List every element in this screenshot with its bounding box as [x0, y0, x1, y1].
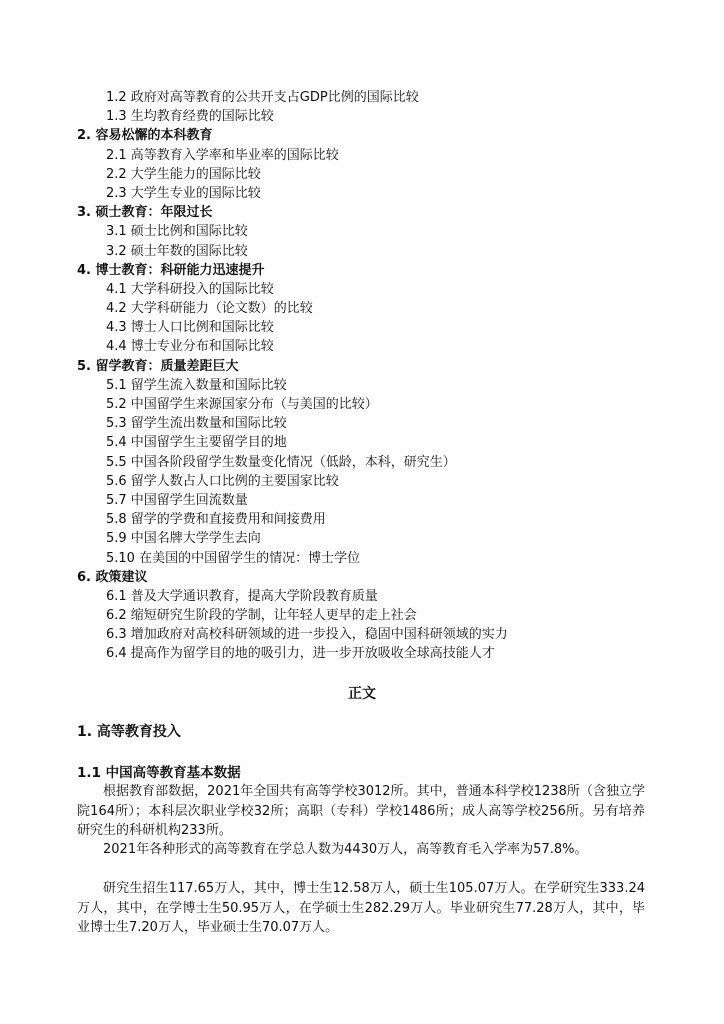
- subsection-heading: 1.1 中国高等教育基本数据: [77, 765, 241, 781]
- toc-entry[interactable]: 5.7 中国留学生回流数量: [106, 492, 248, 508]
- toc-entry[interactable]: 5.4 中国留学生主要留学目的地: [106, 435, 287, 451]
- toc-entry[interactable]: 5.10 在美国的中国留学生的情况：博士学位: [106, 550, 361, 566]
- body-paragraph: 根据教育部数据，2021年全国共有高等学校3012所。其中，普通本科学校1238所（含独立学院164所）；本科层次职业学校32所；高职（专科）学校1486所；成人高等学校256所。另有培养研究生的科研机构233所。: [77, 784, 645, 838]
- toc-entry[interactable]: 4.1 大学科研投入的国际比较: [106, 281, 274, 297]
- toc-entry[interactable]: 6.2 缩短研究生阶段的学制，让年轻人更早的走上社会: [106, 608, 417, 624]
- toc-entry[interactable]: 2.1 高等教育入学率和毕业率的国际比较: [106, 147, 339, 163]
- toc-section[interactable]: 6. 政策建议: [77, 569, 148, 585]
- section-heading: 1. 高等教育投入: [77, 724, 181, 740]
- body-paragraph: 研究生招生117.65万人，其中，博士生12.58万人，硕士生105.07万人。在学研究生333.24万人，其中，在学博士生50.95万人，在学硕士生282.29万人。毕业研究生77.28万人，其中，毕业博士生7.20万人，毕业硕士生70.07万人。: [77, 881, 645, 935]
- toc-entry[interactable]: 5.3 留学生流出数量和国际比较: [106, 416, 287, 432]
- toc-entry[interactable]: 2.3 大学生专业的国际比较: [106, 185, 261, 201]
- toc-entry[interactable]: 6.3 增加政府对高校科研领域的进一步投入，稳固中国科研领域的实力: [106, 627, 508, 643]
- toc-entry[interactable]: 5.1 留学生流入数量和国际比较: [106, 377, 287, 393]
- body-paragraph: 2021年各种形式的高等教育在学总人数为4430万人，高等教育毛入学率为57.8%。: [103, 842, 588, 857]
- toc-entry[interactable]: 2.2 大学生能力的国际比较: [106, 166, 261, 182]
- toc-entry[interactable]: 4.2 大学科研能力（论文数）的比较: [106, 301, 313, 317]
- toc-section[interactable]: 5. 留学教育：质量差距巨大: [77, 358, 239, 374]
- toc-entry[interactable]: 3.1 硕士比例和国际比较: [106, 224, 248, 240]
- toc-entry[interactable]: 5.5 中国各阶段留学生数量变化情况（低龄，本科，研究生）: [106, 454, 456, 470]
- toc-entry[interactable]: 6.1 普及大学通识教育，提高大学阶段教育质量: [106, 588, 378, 604]
- body-title: 正文: [348, 686, 376, 702]
- toc-section[interactable]: 4. 博士教育：科研能力迅速提升: [77, 262, 265, 278]
- toc-entry[interactable]: 5.8 留学的学费和直接费用和间接费用: [106, 512, 326, 528]
- toc-section[interactable]: 2. 容易松懈的本科教育: [77, 128, 213, 144]
- toc-entry[interactable]: 5.6 留学人数占人口比例的主要国家比较: [106, 473, 339, 489]
- toc-entry[interactable]: 1.2 政府对高等教育的公共开支占GDP比例的国际比较: [106, 90, 419, 105]
- toc-entry[interactable]: 5.2 中国留学生来源国家分布（与美国的比较）: [106, 397, 378, 412]
- toc-entry[interactable]: 4.4 博士专业分布和国际比较: [106, 339, 274, 355]
- toc-entry[interactable]: 4.3 博士人口比例和国际比较: [106, 320, 274, 336]
- table-of-contents: [0, 88, 724, 664]
- toc-entry[interactable]: 1.3 生均教育经费的国际比较: [106, 109, 274, 125]
- toc-section[interactable]: 3. 硕士教育：年限过长: [77, 205, 213, 221]
- toc-entry[interactable]: 6.4 提高作为留学目的地的吸引力，进一步开放吸收全球高技能人才: [106, 646, 495, 662]
- toc-entry[interactable]: 5.9 中国名牌大学学生去向: [106, 531, 261, 547]
- toc-entry[interactable]: 3.2 硕士年数的国际比较: [106, 243, 248, 259]
